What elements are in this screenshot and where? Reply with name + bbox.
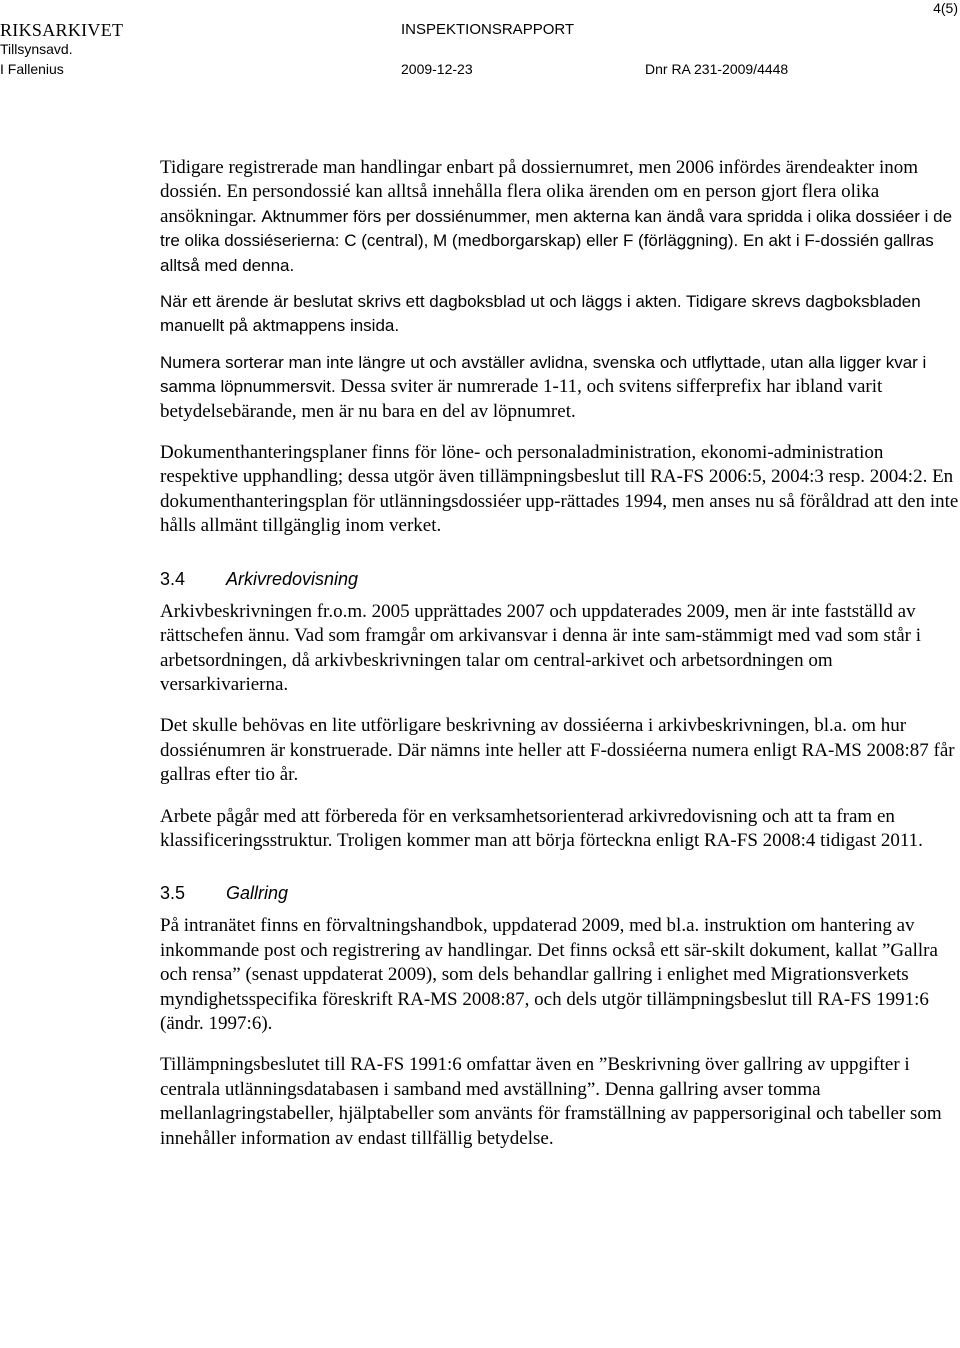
section-heading	[160, 567, 960, 591]
paragraph	[160, 351, 960, 424]
paragraph: När ett ärende är beslutat skrivs ett dagboksblad ut och läggs i akten. Tidigare skrevs dagboksbladen manuellt på aktmappens insida.	[160, 292, 921, 336]
paragraph: Dokumenthanteringsplaner finns för löne- och personaladministration, ekonomi-administration respektive upphandling; dessa utgör även tillämpningsbeslut till RA-FS 2006:5, 2004:3 resp. 2004:2. En dokumenthanteringsplan för utlänningsdossiéer upp-rättades 1994, men anses nu så föråldrad att den inte hålls allmänt tillgänglig inom verket.	[160, 442, 959, 537]
section-number: 3.5	[160, 883, 186, 904]
page-header	[0, 0, 960, 90]
paragraph: Tillämpningsbeslutet till RA-FS 1991:6 omfattar även en ”Beskrivning över gallring av uppgifter i centrala utlänningsdatabasen i samband med avställning”. Denna gallring avser tomma mellanlagringstabeller, hjälptabeller som använts för framställning av pappersoriginal och tabeller som innehåller information av endast tillfällig betydelse.	[160, 1054, 942, 1149]
report-date: 2009-12-23	[401, 61, 473, 77]
paragraph-part: Aktnummer förs per dossiénummer, men akterna kan ändå vara spridda i olika dossiéer i de tre olika dossiéserierna: C (central), M (medborgarskap) eller F (förläggning). En akt i F-dossién gallras alltså med denna.	[160, 206, 953, 275]
department: Tillsynsavd.	[0, 41, 73, 57]
paragraph-part: Numera sorterar man inte längre ut och avställer avlidna, svenska och utflyttade, utan alla ligger kvar i samma löpnummersvit.	[160, 352, 927, 397]
author: I Fallenius	[0, 61, 64, 77]
paragraph-part: Dessa sviter är numrerade 1-11, och svitens sifferprefix har ibland varit betydelsebärande, men är nu bara en del av löpnumret.	[160, 376, 883, 422]
paragraph	[160, 156, 960, 278]
document-body	[160, 156, 960, 1151]
section-title: Gallring	[226, 883, 289, 904]
paragraph: Det skulle behövas en lite utförligare beskrivning av dossiéerna i arkivbeskrivningen, bl.a. om hur dossiénumren är konstruerade. Där nämns inte heller att F-dossiéerna numera enligt RA-MS 2008:87 får gallras efter tio år.	[160, 715, 955, 786]
page-number: 4(5)	[933, 0, 958, 16]
paragraph: Arbete pågår med att förbereda för en verksamhetsorienterad arkivredovisning och att ta fram en klassificeringsstruktur. Troligen kommer man att börja förteckna enligt RA-FS 2008:4 tidigast 2011.	[160, 805, 923, 851]
section-number: 3.4	[160, 568, 186, 589]
paragraph: På intranätet finns en förvaltningshandbok, uppdaterad 2009, med bl.a. instruktion om hantering av inkommande post och registrering av handlingar. Det finns också ett sär-skilt dokument, kallat ”Gallra och rensa” (senast uppdaterat 2009), som dels behandlar gallring i enlighet med Migrationsverkets myndighetsspecifika föreskrift RA-MS 2008:87, och dels utgör tillämpningsbeslut till RA-FS 1991:6 (ändr. 1997:6).	[160, 915, 938, 1034]
organization-name: RIKSARKIVET	[0, 20, 124, 40]
paragraph: Arkivbeskrivningen fr.o.m. 2005 upprättades 2007 och uppdaterades 2009, men är inte fastställd av rättschefen ännu. Vad som framgår om arkivansvar i denna är inte sam-stämmigt med vad som står i arbetsordningen, då arkivbeskrivningen talar om central-arkivet och arbetsordningen om versarkivarierna.	[160, 600, 922, 695]
report-type: INSPEKTIONSRAPPORT	[401, 21, 575, 38]
section-heading	[160, 881, 960, 905]
registration-number: Dnr RA 231-2009/4448	[645, 61, 789, 77]
paragraph-part: Tidigare registrerade man handlingar enbart på dossiernumret, men 2006 infördes ärendeakter inom dossién. En persondossié kan alltså innehålla flera olika ärenden om en person gjort flera olika ansökningar.	[160, 157, 918, 227]
section-title: Arkivredovisning	[226, 568, 359, 589]
